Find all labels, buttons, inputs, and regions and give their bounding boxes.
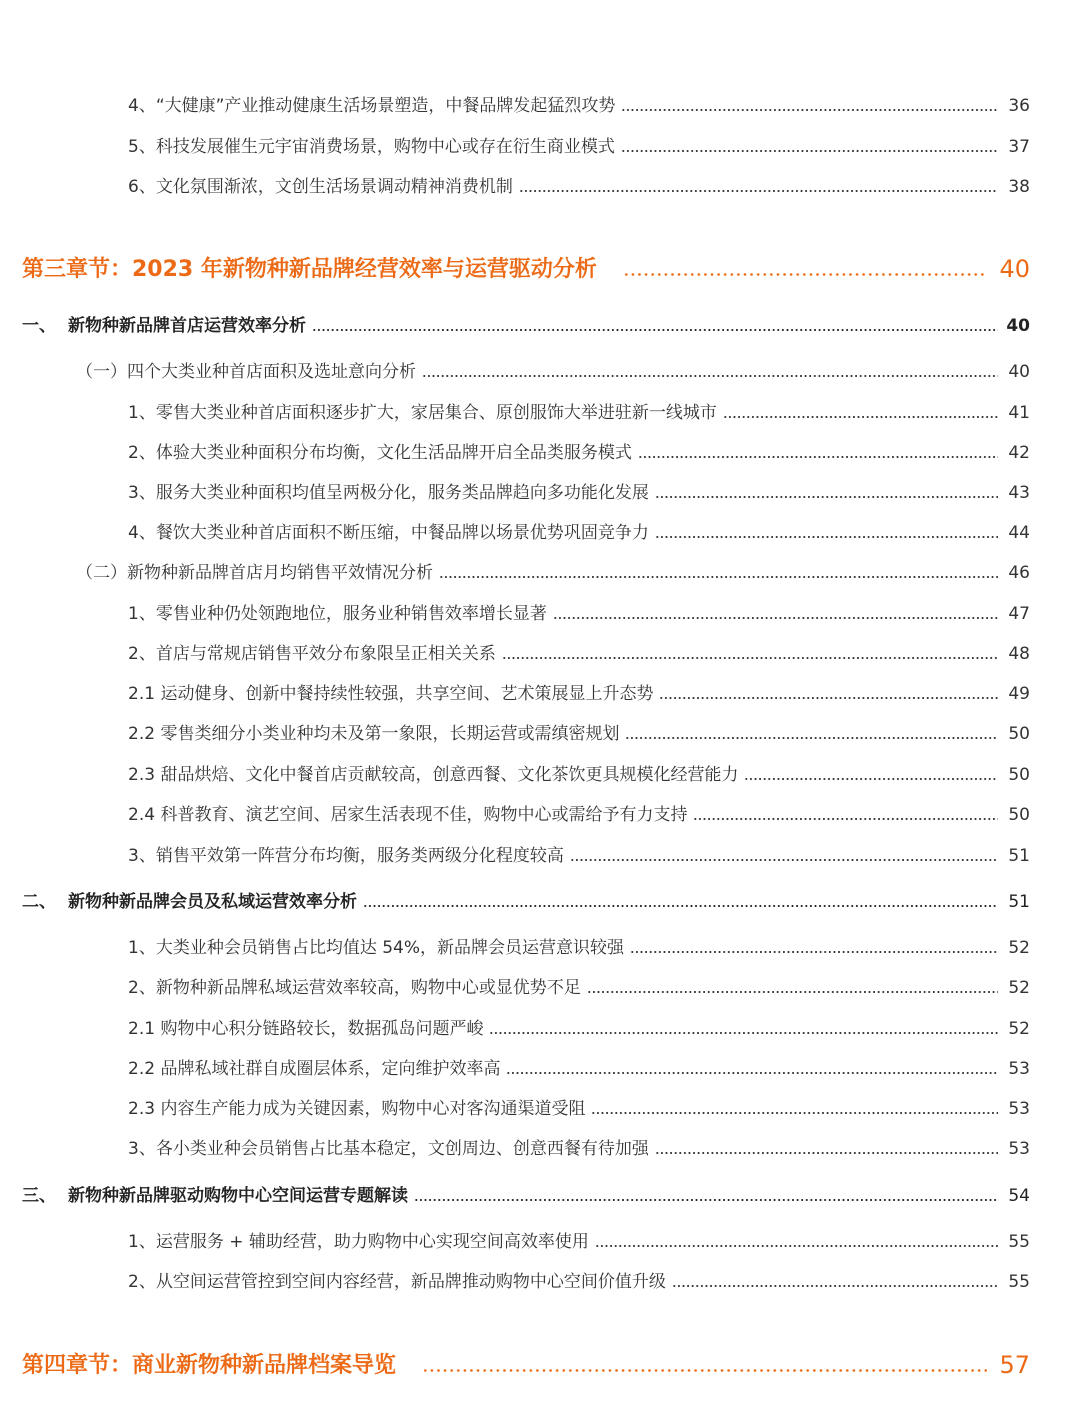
toc-entry-title: 2、新物种新品牌私域运营效率较高，购物中心或显优势不足 [128, 978, 581, 998]
section-number: 三、 [22, 1186, 56, 1206]
toc-entry-title: 2.2 零售类细分小类业种均未及第一象限，长期运营或需缜密规划 [128, 724, 620, 744]
toc-entry-page: 53 [1008, 1099, 1030, 1119]
toc-entry-title: 3、服务大类业种面积均值呈两极分化，服务类品牌趋向多功能化发展 [128, 483, 649, 503]
toc-entry[interactable] [128, 517, 1030, 543]
toc-entry-title: 6、文化氛围渐浓，文创生活场景调动精神消费机制 [128, 177, 513, 197]
section-title: 新物种新品牌驱动购物中心空间运营专题解读 [68, 1186, 408, 1206]
section-number: 二、 [22, 892, 56, 912]
toc-entry-page: 50 [1008, 724, 1030, 744]
toc-section[interactable] [22, 886, 1030, 912]
toc-entry-title: 3、各小类业种会员销售占比基本稳定，文创周边、创意西餐有待加强 [128, 1139, 649, 1159]
section-number: 一、 [22, 316, 56, 336]
toc-entry-title: 2.1 运动健身、创新中餐持续性较强，共享空间、艺术策展显上升态势 [128, 684, 654, 704]
chapter-title: 第四章节：商业新物种新品牌档案导览 [22, 1353, 397, 1378]
toc-entry[interactable] [128, 131, 1030, 157]
toc-entry-page: 47 [1008, 604, 1030, 624]
toc-entry-title: 4、“大健康”产业推动健康生活场景塑造，中餐品牌发起猛烈攻势 [128, 96, 616, 116]
section-page: 51 [1008, 892, 1030, 912]
toc-entry-page: 50 [1008, 805, 1030, 825]
toc-subsection[interactable] [76, 557, 1030, 583]
dot-leader [422, 374, 998, 378]
chapter-page: 40 [999, 255, 1030, 283]
toc-entry-title: 2.1 购物中心积分链路较长，数据孤岛问题严峻 [128, 1019, 484, 1039]
dot-leader [591, 1111, 998, 1115]
toc-entry[interactable] [128, 1053, 1030, 1079]
dot-leader [519, 189, 998, 193]
dot-leader [672, 1284, 998, 1288]
toc-entry-page: 52 [1008, 938, 1030, 958]
toc-entry-title: 2、首店与常规店销售平效分布象限呈正相关关系 [128, 644, 496, 664]
toc-entry[interactable] [128, 759, 1030, 785]
toc-entry[interactable] [128, 972, 1030, 998]
dot-leader [422, 1368, 987, 1373]
dot-leader [553, 616, 998, 620]
dot-leader [363, 904, 998, 908]
toc-entry-page: 50 [1008, 765, 1030, 785]
dot-leader [621, 149, 998, 153]
dot-leader [489, 1031, 998, 1035]
toc-entry[interactable] [128, 90, 1030, 116]
dot-leader [744, 777, 998, 781]
toc-entry-title: 2.3 内容生产能力成为关键因素，购物中心对客沟通渠道受阻 [128, 1099, 586, 1119]
dot-leader [625, 736, 998, 740]
toc-entry[interactable] [128, 638, 1030, 664]
toc-entry-title: 3、销售平效第一阵营分布均衡，服务类两级分化程度较高 [128, 846, 564, 866]
toc-entry[interactable] [128, 840, 1030, 866]
dot-leader [655, 495, 998, 499]
dot-leader [502, 656, 998, 660]
toc-entry-page: 37 [1008, 137, 1030, 157]
toc-entry-page: 51 [1008, 846, 1030, 866]
toc-entry-title: 2.3 甜品烘焙、文化中餐首店贡献较高，创意西餐、文化茶饮更具规模化经营能力 [128, 765, 739, 785]
toc-entry-title: 2.2 品牌私域社群自成圈层体系，定向维护效率高 [128, 1059, 501, 1079]
toc-entry[interactable] [128, 171, 1030, 197]
toc-entry[interactable] [128, 598, 1030, 624]
toc-entry-page: 36 [1008, 96, 1030, 116]
section-page: 54 [1008, 1186, 1030, 1206]
toc-entry-page: 38 [1008, 177, 1030, 197]
toc-entry-page: 52 [1008, 978, 1030, 998]
toc-entry-page: 53 [1008, 1059, 1030, 1079]
toc-entry-title: 1、运营服务 + 辅助经营，助力购物中心实现空间高效率使用 [128, 1232, 589, 1252]
toc-entry-page: 41 [1008, 403, 1030, 423]
subsection-page: 46 [1008, 563, 1030, 583]
toc-entry[interactable] [128, 1266, 1030, 1292]
toc-entry[interactable] [128, 799, 1030, 825]
toc-entry-page: 48 [1008, 644, 1030, 664]
dot-leader [595, 1244, 998, 1248]
toc-section[interactable] [22, 310, 1030, 336]
toc-entry-title: 2.4 科普教育、演艺空间、居家生活表现不佳，购物中心或需给予有力支持 [128, 805, 688, 825]
dot-leader [570, 858, 998, 862]
subsection-title: （二）新物种新品牌首店月均销售平效情况分析 [76, 563, 433, 583]
dot-leader [312, 328, 998, 332]
toc-entry[interactable] [128, 1133, 1030, 1159]
toc-entry[interactable] [128, 1093, 1030, 1119]
toc-entry[interactable] [128, 932, 1030, 958]
chapter-title: 第三章节：2023 年新物种新品牌经营效率与运营驱动分析 [22, 257, 597, 282]
toc-entry[interactable] [128, 477, 1030, 503]
dot-leader [693, 817, 998, 821]
toc-entry-page: 42 [1008, 443, 1030, 463]
toc-entry-title: 2、从空间运营管控到空间内容经营，新品牌推动购物中心空间价值升级 [128, 1272, 666, 1292]
toc-entry-page: 49 [1008, 684, 1030, 704]
toc-entry[interactable] [128, 718, 1030, 744]
dot-leader [414, 1198, 998, 1202]
chapter-page: 57 [999, 1351, 1030, 1379]
dot-leader [439, 575, 998, 579]
dot-leader [587, 990, 998, 994]
toc-section[interactable] [22, 1180, 1030, 1206]
dot-leader [630, 950, 998, 954]
toc-chapter-heading[interactable] [22, 1347, 1030, 1379]
section-page: 40 [1006, 316, 1030, 336]
subsection-title: （一）四个大类业种首店面积及选址意向分析 [76, 362, 416, 382]
dot-leader [723, 415, 998, 419]
dot-leader [506, 1071, 998, 1075]
toc-entry-title: 1、大类业种会员销售占比均值达 54%，新品牌会员运营意识较强 [128, 938, 625, 958]
toc-chapter-heading[interactable] [22, 251, 1030, 283]
toc-entry-page: 52 [1008, 1019, 1030, 1039]
toc-entry-page: 55 [1008, 1232, 1030, 1252]
dot-leader [621, 108, 998, 112]
toc-entry[interactable] [128, 397, 1030, 423]
toc-entry[interactable] [128, 678, 1030, 704]
toc-entry-title: 2、体验大类业种面积分布均衡，文化生活品牌开启全品类服务模式 [128, 443, 632, 463]
dot-leader [655, 535, 998, 539]
subsection-page: 40 [1008, 362, 1030, 382]
toc-entry-title: 1、零售业种仍处领跑地位，服务业种销售效率增长显著 [128, 604, 547, 624]
toc-entry-page: 55 [1008, 1272, 1030, 1292]
toc-entry[interactable] [128, 1013, 1030, 1039]
toc-entry[interactable] [128, 437, 1030, 463]
toc-entry-page: 44 [1008, 523, 1030, 543]
dot-leader [623, 272, 988, 277]
dot-leader [655, 1151, 998, 1155]
toc-entry-page: 53 [1008, 1139, 1030, 1159]
toc-entry-title: 1、零售大类业种首店面积逐步扩大，家居集合、原创服饰大举进驻新一线城市 [128, 403, 717, 423]
dot-leader [659, 696, 998, 700]
section-title: 新物种新品牌会员及私域运营效率分析 [68, 892, 357, 912]
toc-entry-title: 5、科技发展催生元宇宙消费场景，购物中心或存在衍生商业模式 [128, 137, 615, 157]
toc-entry-page: 43 [1008, 483, 1030, 503]
toc-entry[interactable] [128, 1226, 1030, 1252]
section-title: 新物种新品牌首店运营效率分析 [68, 316, 306, 336]
toc-subsection[interactable] [76, 356, 1030, 382]
dot-leader [638, 455, 998, 459]
toc-entry-title: 4、餐饮大类业种首店面积不断压缩，中餐品牌以场景优势巩固竞争力 [128, 523, 649, 543]
